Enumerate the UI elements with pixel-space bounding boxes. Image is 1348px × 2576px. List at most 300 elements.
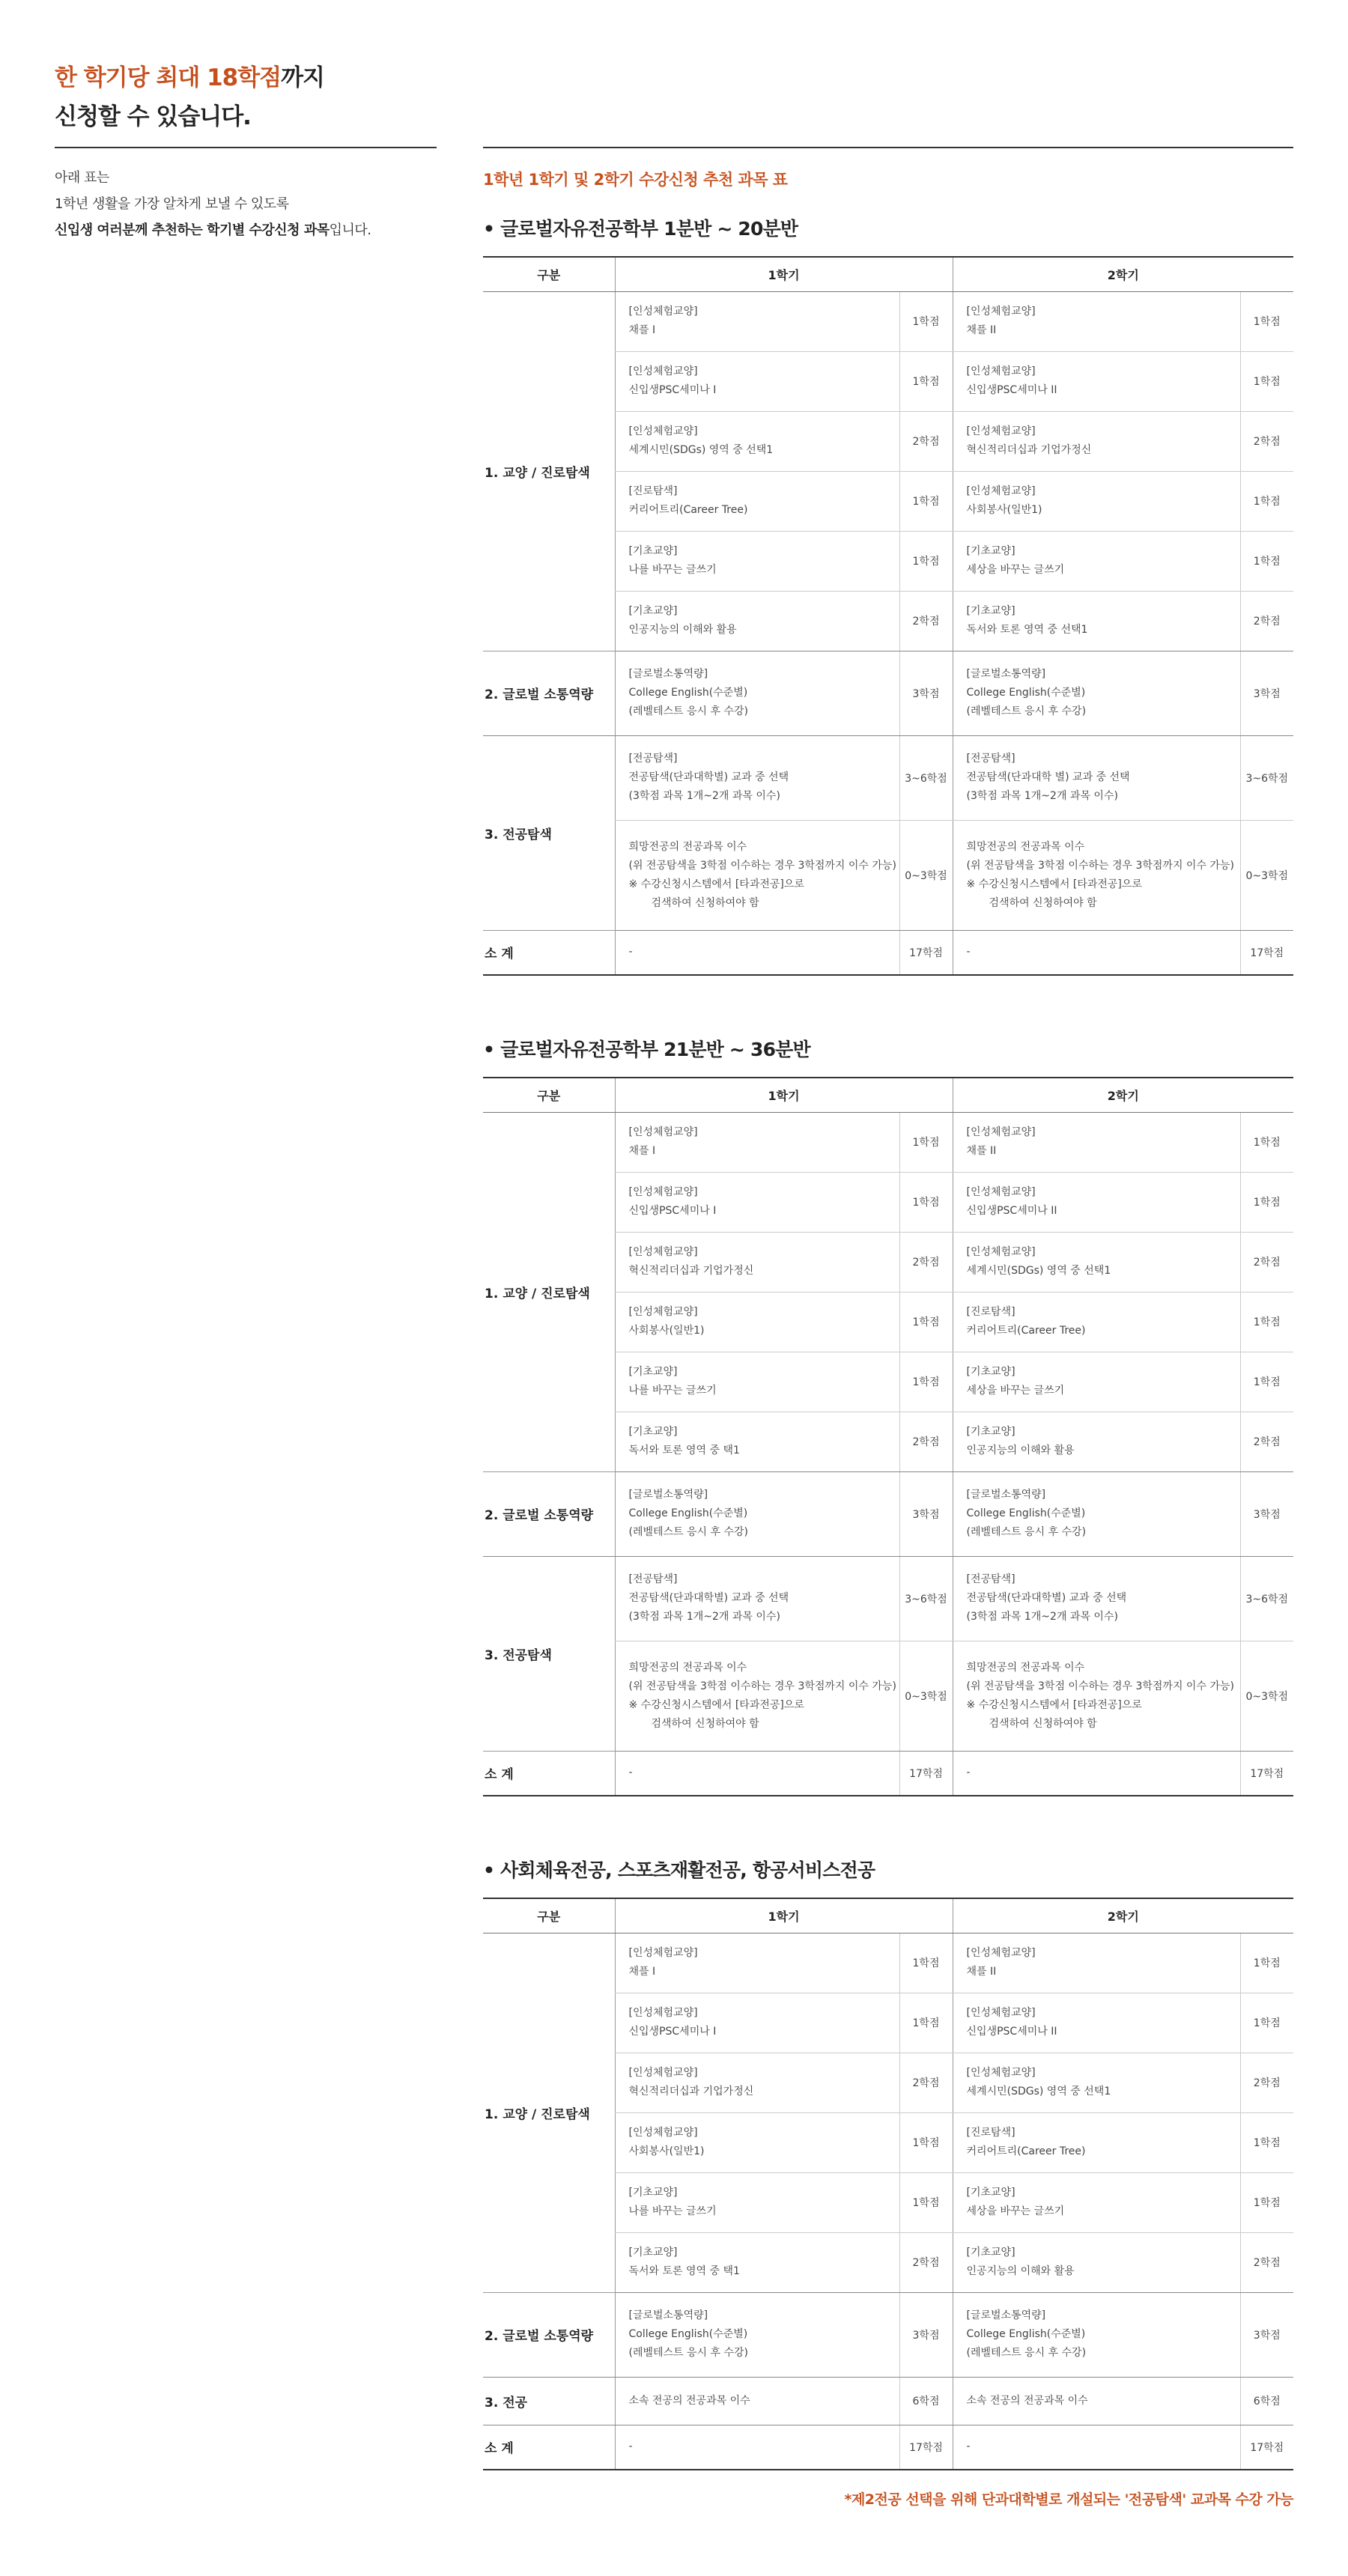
- course-line: (위 전공탐색을 3학점 이수하는 경우 3학점까지 이수 가능): [628, 1680, 896, 1692]
- course-line: [인성체험교양]: [966, 425, 1036, 437]
- course-line: 소속 전공의 전공과목 이수: [628, 2394, 750, 2407]
- category-cell: 1. 교양 / 진로탐색: [483, 1112, 615, 1471]
- course-line: [진로탐색]: [966, 2127, 1015, 2139]
- table-row: [483, 1556, 1293, 1641]
- credit-cell: 1학점: [1240, 1993, 1293, 2053]
- course-cell: [953, 1641, 1240, 1751]
- course-line: 세상을 바꾸는 글쓰기: [966, 1385, 1065, 1397]
- course-cell: [615, 591, 899, 651]
- course-line: [기초교양]: [966, 545, 1015, 557]
- credit-cell: 2학점: [899, 1232, 953, 1292]
- table-header-row: [483, 257, 1293, 291]
- course-line: [인성체험교양]: [628, 1947, 698, 1959]
- header-semester-2: 2학기: [953, 1898, 1293, 1933]
- credit-cell: 2학점: [899, 2053, 953, 2112]
- course-cell: [953, 2112, 1240, 2172]
- course-line: [인성체험교양]: [628, 1306, 698, 1318]
- table-row: [483, 2377, 1293, 2425]
- table-row: [483, 2292, 1293, 2377]
- course-line: [인성체험교양]: [966, 2007, 1036, 2019]
- credit-cell: 1학점: [1240, 1112, 1293, 1172]
- course-line: 독서와 토론 영역 중 택1: [628, 1445, 740, 1456]
- course-line: 혁신적리더십과 기업가정신: [628, 2086, 754, 2097]
- course-line: 희망전공의 전공과목 이수: [966, 1661, 1085, 1674]
- table-row: [483, 735, 1293, 820]
- course-line: [글로벌소통역량]: [966, 2309, 1046, 2321]
- header-category: 구분: [483, 1898, 615, 1933]
- course-line: [인성체험교양]: [966, 1126, 1036, 1138]
- description-line-3: [55, 217, 444, 243]
- course-line: [글로벌소통역량]: [628, 1489, 708, 1501]
- course-cell: [953, 820, 1240, 930]
- course-line: 검색하여 신청하여야 함: [651, 896, 759, 909]
- course-cell: [953, 1292, 1240, 1352]
- course-line: College English(수준별): [628, 1507, 748, 1519]
- course-line: 사회봉사(일반1): [628, 2145, 705, 2157]
- course-line: [기초교양]: [966, 1366, 1015, 1378]
- course-cell: [615, 2377, 899, 2425]
- course-cell: [615, 2112, 899, 2172]
- table-row: [483, 930, 1293, 975]
- credit-cell: 3학점: [899, 1471, 953, 1556]
- table-row: [483, 1751, 1293, 1796]
- course-line: [기초교양]: [628, 1426, 678, 1438]
- course-cell: [615, 1172, 899, 1232]
- course-line: (3학점 과목 1개~2개 과목 이수): [628, 1611, 780, 1623]
- course-cell: [953, 2232, 1240, 2292]
- course-line: (위 전공탐색을 3학점 이수하는 경우 3학점까지 이수 가능): [628, 859, 896, 872]
- course-cell: [615, 1933, 899, 1993]
- course-cell: [615, 1751, 899, 1796]
- course-cell: [953, 1471, 1240, 1556]
- course-line: 검색하여 신청하여야 함: [989, 896, 1097, 909]
- credit-cell: 1학점: [899, 531, 953, 591]
- course-line: 혁신적리더십과 기업가정신: [628, 1265, 754, 1277]
- credit-cell: 17학점: [1240, 930, 1293, 975]
- course-line: 전공탐색(단과대학별) 교과 중 선택: [628, 1592, 789, 1604]
- course-cell: [953, 2172, 1240, 2232]
- credit-cell: 1학점: [899, 1993, 953, 2053]
- course-cell: [615, 651, 899, 735]
- course-line: 나를 바꾸는 글쓰기: [628, 2205, 717, 2217]
- course-line: 전공탐색(단과대학별) 교과 중 선택: [966, 1592, 1127, 1604]
- course-line: 독서와 토론 영역 중 선택1: [966, 624, 1088, 636]
- course-line: 인공지능의 이해와 활용: [966, 1445, 1075, 1456]
- course-line: ※ 수강신청시스템에서 [타과전공]으로: [628, 1698, 804, 1711]
- course-line: 소속 전공의 전공과목 이수: [966, 2394, 1088, 2407]
- course-line: 혁신적리더십과 기업가정신: [966, 444, 1092, 456]
- course-cell: [615, 291, 899, 351]
- credit-cell: 2학점: [1240, 1412, 1293, 1471]
- course-line: -: [628, 1767, 633, 1779]
- credit-cell: 17학점: [899, 930, 953, 975]
- course-line: [진로탐색]: [628, 485, 678, 497]
- description-suffix: 입니다.: [329, 222, 371, 238]
- course-cell: [953, 1232, 1240, 1292]
- headline-suffix: 까지: [281, 64, 325, 91]
- course-line: 나를 바꾸는 글쓰기: [628, 564, 717, 576]
- credit-cell: 6학점: [1240, 2377, 1293, 2425]
- course-line: 희망전공의 전공과목 이수: [628, 1661, 747, 1674]
- course-line: 독서와 토론 영역 중 택1: [628, 2265, 740, 2277]
- credit-cell: 1학점: [1240, 1933, 1293, 1993]
- course-cell: [953, 1172, 1240, 1232]
- credit-cell: 3학점: [1240, 651, 1293, 735]
- course-line: 검색하여 신청하여야 함: [989, 1717, 1097, 1730]
- header-category: 구분: [483, 1078, 615, 1112]
- header-semester-2: 2학기: [953, 257, 1293, 291]
- left-divider: [55, 147, 437, 148]
- course-line: College English(수준별): [628, 2328, 748, 2340]
- section-title: • 글로벌자유전공학부 21분반 ~ 36분반: [483, 1039, 810, 1060]
- course-line: [인성체험교양]: [966, 1246, 1036, 1258]
- course-line: 사회봉사(일반1): [966, 504, 1042, 516]
- credit-cell: 3학점: [1240, 2292, 1293, 2377]
- course-line: [인성체험교양]: [966, 1186, 1036, 1198]
- table-row: [483, 2425, 1293, 2470]
- credit-cell: 0~3학점: [899, 820, 953, 930]
- course-line: [기초교양]: [628, 2187, 678, 2199]
- credit-cell: 1학점: [899, 1112, 953, 1172]
- course-line: 희망전공의 전공과목 이수: [628, 840, 747, 853]
- credit-cell: 1학점: [899, 1933, 953, 1993]
- course-line: [글로벌소통역량]: [966, 1489, 1046, 1501]
- credit-cell: 2학점: [899, 1412, 953, 1471]
- course-table: [483, 1077, 1293, 1796]
- credit-cell: 2학점: [899, 591, 953, 651]
- course-cell: [615, 2172, 899, 2232]
- credit-cell: 1학점: [899, 1172, 953, 1232]
- credit-cell: 3~6학점: [899, 1556, 953, 1641]
- credit-cell: 2학점: [1240, 2232, 1293, 2292]
- course-cell: [615, 2425, 899, 2470]
- credit-cell: 0~3학점: [899, 1641, 953, 1751]
- course-line: 전공탐색(단과대학별) 교과 중 선택: [628, 771, 789, 783]
- course-cell: [953, 1556, 1240, 1641]
- course-cell: [615, 531, 899, 591]
- description-emphasis: 신입생 여러분께 추천하는 학기별 수강신청 과목: [55, 222, 330, 238]
- course-cell: [953, 1993, 1240, 2053]
- course-line: ※ 수강신청시스템에서 [타과전공]으로: [966, 878, 1142, 890]
- course-cell: [953, 351, 1240, 411]
- category-cell: 1. 교양 / 진로탐색: [483, 1933, 615, 2292]
- course-line: [인성체험교양]: [966, 2067, 1036, 2079]
- course-line: (레벨테스트 응시 후 수강): [628, 1526, 749, 1538]
- credit-cell: 1학점: [899, 471, 953, 531]
- course-line: [글로벌소통역량]: [628, 2309, 708, 2321]
- course-line: [기초교양]: [966, 2187, 1015, 2199]
- table-row: [483, 1112, 1293, 1172]
- table-row: [483, 651, 1293, 735]
- course-line: -: [628, 2440, 633, 2453]
- table-row: [483, 291, 1293, 351]
- category-cell: 소 계: [483, 2425, 615, 2470]
- course-line: (레벨테스트 응시 후 수강): [966, 1526, 1087, 1538]
- course-line: (레벨테스트 응시 후 수강): [628, 2347, 749, 2359]
- table-header-row: [483, 1078, 1293, 1112]
- course-line: -: [966, 2440, 971, 2453]
- header-semester-2: 2학기: [953, 1078, 1293, 1112]
- course-line: [기초교양]: [628, 2247, 678, 2258]
- course-line: [기초교양]: [966, 2247, 1015, 2258]
- credit-cell: 1학점: [899, 291, 953, 351]
- course-cell: [953, 1112, 1240, 1172]
- table-header-row: [483, 1898, 1293, 1933]
- credit-cell: 1학점: [899, 2112, 953, 2172]
- course-cell: [615, 1641, 899, 1751]
- section-title: • 사회체육전공, 스포츠재활전공, 항공서비스전공: [483, 1859, 875, 1881]
- tables-title: 1학년 1학기 및 2학기 수강신청 추천 과목 표: [483, 171, 788, 189]
- course-line: (3학점 과목 1개~2개 과목 이수): [628, 790, 780, 802]
- credit-cell: 1학점: [1240, 351, 1293, 411]
- course-cell: [953, 291, 1240, 351]
- course-cell: [615, 1556, 899, 1641]
- credit-cell: 3~6학점: [899, 735, 953, 820]
- headline-highlight: 한 학기당 최대: [55, 64, 200, 91]
- credit-cell: 1학점: [899, 1292, 953, 1352]
- course-cell: [615, 411, 899, 471]
- course-line: 세상을 바꾸는 글쓰기: [966, 2205, 1065, 2217]
- course-line: [기초교양]: [628, 545, 678, 557]
- course-line: [인성체험교양]: [628, 1186, 698, 1198]
- course-line: [인성체험교양]: [966, 365, 1036, 377]
- course-line: (위 전공탐색을 3학점 이수하는 경우 3학점까지 이수 가능): [966, 859, 1234, 872]
- course-line: [인성체험교양]: [628, 2127, 698, 2139]
- course-cell: [615, 1993, 899, 2053]
- course-table: [483, 256, 1293, 976]
- headline: [55, 58, 444, 136]
- category-cell: 3. 전공탐색: [483, 1556, 615, 1751]
- course-line: (3학점 과목 1개~2개 과목 이수): [966, 790, 1118, 802]
- credit-cell: 1학점: [1240, 2172, 1293, 2232]
- course-line: 검색하여 신청하여야 함: [651, 1717, 759, 1730]
- course-line: 희망전공의 전공과목 이수: [966, 840, 1085, 853]
- course-cell: [953, 930, 1240, 975]
- credit-cell: 17학점: [899, 1751, 953, 1796]
- course-cell: [615, 471, 899, 531]
- course-cell: [615, 930, 899, 975]
- credit-cell: 17학점: [1240, 1751, 1293, 1796]
- table-row: [483, 1933, 1293, 1993]
- course-line: 채플 I: [628, 324, 656, 336]
- intro-description: [55, 165, 444, 243]
- course-cell: [953, 591, 1240, 651]
- credit-cell: 1학점: [1240, 471, 1293, 531]
- course-line: (위 전공탐색을 3학점 이수하는 경우 3학점까지 이수 가능): [966, 1680, 1234, 1692]
- header-semester-1: 1학기: [615, 257, 953, 291]
- course-line: [글로벌소통역량]: [628, 668, 708, 680]
- course-cell: [615, 820, 899, 930]
- course-line: [기초교양]: [966, 1426, 1015, 1438]
- credit-cell: 1학점: [1240, 531, 1293, 591]
- credit-cell: 3학점: [1240, 1471, 1293, 1556]
- course-cell: [615, 1292, 899, 1352]
- course-line: [인성체험교양]: [628, 2007, 698, 2019]
- credit-cell: 2학점: [1240, 591, 1293, 651]
- category-cell: 2. 글로벌 소통역량: [483, 1471, 615, 1556]
- description-line-2: 1학년 생활을 가장 알차게 보낼 수 있도록: [55, 196, 289, 212]
- course-line: [전공탐색]: [628, 1573, 678, 1585]
- header-semester-1: 1학기: [615, 1078, 953, 1112]
- course-line: ※ 수강신청시스템에서 [타과전공]으로: [966, 1698, 1142, 1711]
- course-line: 채플 I: [628, 1145, 656, 1157]
- course-cell: [953, 2292, 1240, 2377]
- footnote: *제2전공 선택을 위해 단과대학별로 개설되는 '전공탐색' 교과목 수강 가능: [844, 2491, 1293, 2508]
- credit-cell: 0~3학점: [1240, 1641, 1293, 1751]
- course-line: [인성체험교양]: [628, 306, 698, 318]
- table-row: [483, 1471, 1293, 1556]
- course-line: 신입생PSC세미나 II: [966, 2026, 1057, 2038]
- course-cell: [615, 1232, 899, 1292]
- course-line: 세계시민(SDGs) 영역 중 선택1: [966, 1265, 1111, 1277]
- credit-cell: 1학점: [1240, 1292, 1293, 1352]
- credit-cell: 1학점: [1240, 2112, 1293, 2172]
- course-line: [전공탐색]: [966, 753, 1015, 765]
- course-cell: [953, 1412, 1240, 1471]
- course-line: [인성체험교양]: [966, 485, 1036, 497]
- description-line-1: 아래 표는: [55, 170, 109, 186]
- course-line: [인성체험교양]: [966, 306, 1036, 318]
- credit-cell: 1학점: [1240, 1172, 1293, 1232]
- header-semester-1: 1학기: [615, 1898, 953, 1933]
- course-line: 신입생PSC세미나 I: [628, 2026, 717, 2038]
- headline-highlight-credits: 18학점: [207, 64, 282, 91]
- course-cell: [615, 2232, 899, 2292]
- course-line: 인공지능의 이해와 활용: [966, 2265, 1075, 2277]
- course-cell: [953, 2425, 1240, 2470]
- credit-cell: 3~6학점: [1240, 735, 1293, 820]
- course-cell: [953, 2377, 1240, 2425]
- category-cell: 소 계: [483, 930, 615, 975]
- course-line: 세상을 바꾸는 글쓰기: [966, 564, 1065, 576]
- course-cell: [615, 1112, 899, 1172]
- credit-cell: 2학점: [899, 411, 953, 471]
- course-cell: [953, 471, 1240, 531]
- credit-cell: 3~6학점: [1240, 1556, 1293, 1641]
- course-line: 커리어트리(Career Tree): [628, 504, 748, 516]
- course-cell: [615, 1412, 899, 1471]
- course-line: 세계시민(SDGs) 영역 중 선택1: [628, 444, 774, 456]
- credit-cell: 1학점: [899, 2172, 953, 2232]
- course-line: 채플 II: [966, 1145, 997, 1157]
- course-line: 세계시민(SDGs) 영역 중 선택1: [966, 2086, 1111, 2097]
- course-cell: [953, 651, 1240, 735]
- course-cell: [953, 1751, 1240, 1796]
- credit-cell: 1학점: [899, 351, 953, 411]
- course-cell: [953, 1352, 1240, 1412]
- category-cell: 2. 글로벌 소통역량: [483, 2292, 615, 2377]
- credit-cell: 2학점: [899, 2232, 953, 2292]
- section-title: • 글로벌자유전공학부 1분반 ~ 20분반: [483, 218, 798, 240]
- credit-cell: 3학점: [899, 651, 953, 735]
- course-line: 채플 II: [966, 324, 997, 336]
- course-cell: [615, 735, 899, 820]
- course-line: College English(수준별): [628, 687, 748, 699]
- course-line: 신입생PSC세미나 I: [628, 1205, 717, 1217]
- credit-cell: 17학점: [899, 2425, 953, 2470]
- course-line: (레벨테스트 응시 후 수강): [628, 705, 749, 717]
- course-cell: [615, 1352, 899, 1412]
- course-line: [인성체험교양]: [628, 425, 698, 437]
- course-line: [전공탐색]: [628, 753, 678, 765]
- course-line: 신입생PSC세미나 II: [966, 1205, 1057, 1217]
- credit-cell: 2학점: [1240, 1232, 1293, 1292]
- course-line: [기초교양]: [966, 605, 1015, 617]
- course-line: 채플 II: [966, 1966, 997, 1978]
- course-line: (3학점 과목 1개~2개 과목 이수): [966, 1611, 1118, 1623]
- course-line: -: [966, 1767, 971, 1779]
- course-line: [진로탐색]: [966, 1306, 1015, 1318]
- course-line: [기초교양]: [628, 605, 678, 617]
- course-line: [글로벌소통역량]: [966, 668, 1046, 680]
- course-cell: [615, 2053, 899, 2112]
- credit-cell: 6학점: [899, 2377, 953, 2425]
- course-line: -: [966, 946, 971, 959]
- course-line: 인공지능의 이해와 활용: [628, 624, 737, 636]
- course-line: (레벨테스트 응시 후 수강): [966, 705, 1087, 717]
- course-line: 커리어트리(Career Tree): [966, 2145, 1086, 2157]
- course-line: College English(수준별): [966, 2328, 1086, 2340]
- credit-cell: 2학점: [1240, 411, 1293, 471]
- credit-cell: 0~3학점: [1240, 820, 1293, 930]
- course-line: 신입생PSC세미나 II: [966, 384, 1057, 396]
- course-cell: [953, 531, 1240, 591]
- course-line: [기초교양]: [628, 1366, 678, 1378]
- course-line: 채플 I: [628, 1966, 656, 1978]
- headline-line-1: [55, 58, 444, 97]
- course-line: College English(수준별): [966, 1507, 1086, 1519]
- credit-cell: 17학점: [1240, 2425, 1293, 2470]
- course-line: [전공탐색]: [966, 1573, 1015, 1585]
- course-line: -: [628, 946, 633, 959]
- course-cell: [953, 411, 1240, 471]
- course-line: [인성체험교양]: [628, 2067, 698, 2079]
- category-cell: 소 계: [483, 1751, 615, 1796]
- credit-cell: 1학점: [1240, 291, 1293, 351]
- category-cell: 3. 전공: [483, 2377, 615, 2425]
- course-line: College English(수준별): [966, 687, 1086, 699]
- right-divider: [483, 147, 1293, 148]
- course-cell: [953, 735, 1240, 820]
- course-cell: [953, 1933, 1240, 1993]
- course-line: 커리어트리(Career Tree): [966, 1325, 1086, 1337]
- course-line: 전공탐색(단과대학 별) 교과 중 선택: [966, 771, 1130, 783]
- credit-cell: 1학점: [899, 1352, 953, 1412]
- headline-line-2: 신청할 수 있습니다.: [55, 103, 251, 130]
- category-cell: 2. 글로벌 소통역량: [483, 651, 615, 735]
- credit-cell: 2학점: [1240, 2053, 1293, 2112]
- course-cell: [615, 351, 899, 411]
- category-cell: 3. 전공탐색: [483, 735, 615, 930]
- course-line: 나를 바꾸는 글쓰기: [628, 1385, 717, 1397]
- course-line: [인성체험교양]: [966, 1947, 1036, 1959]
- credit-cell: 3학점: [899, 2292, 953, 2377]
- course-line: [인성체험교양]: [628, 1246, 698, 1258]
- course-table: [483, 1898, 1293, 2470]
- course-line: [인성체험교양]: [628, 365, 698, 377]
- course-line: 사회봉사(일반1): [628, 1325, 705, 1337]
- course-cell: [953, 2053, 1240, 2112]
- course-line: ※ 수강신청시스템에서 [타과전공]으로: [628, 878, 804, 890]
- category-cell: 1. 교양 / 진로탐색: [483, 291, 615, 651]
- course-cell: [615, 2292, 899, 2377]
- credit-cell: 1학점: [1240, 1352, 1293, 1412]
- course-line: (레벨테스트 응시 후 수강): [966, 2347, 1087, 2359]
- header-category: 구분: [483, 257, 615, 291]
- course-line: 신입생PSC세미나 I: [628, 384, 717, 396]
- course-cell: [615, 1471, 899, 1556]
- course-line: [인성체험교양]: [628, 1126, 698, 1138]
